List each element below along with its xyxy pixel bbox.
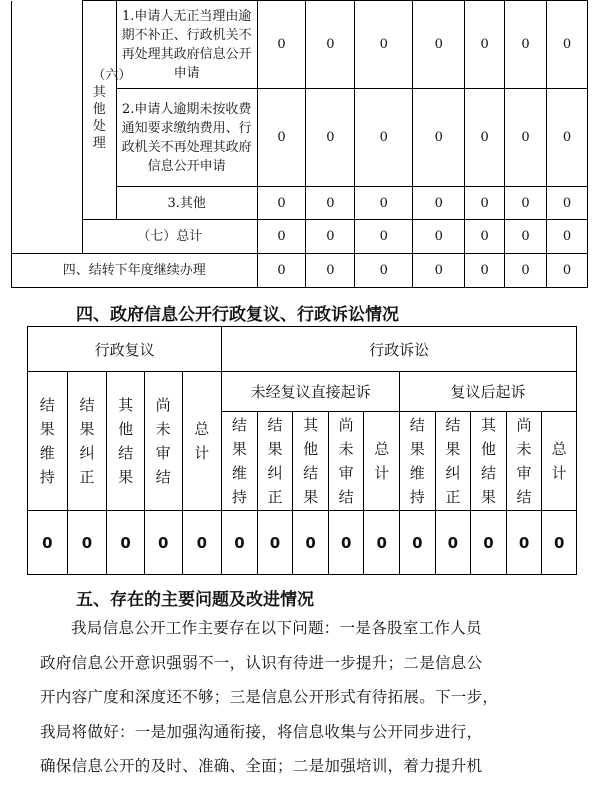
col-header: 其他结果 <box>471 412 507 511</box>
body-line: 确保信息公开的及时、准确、全面；二是加强培训，着力提升机 <box>40 757 483 775</box>
col-header: 尚未审结 <box>328 412 364 511</box>
cell-value: 0 <box>355 220 413 254</box>
cell-value: 0 <box>547 89 588 187</box>
col-header: 尚未审结 <box>506 412 542 511</box>
cell-value: 0 <box>465 1 505 89</box>
body-line: 政府信息公开意识强弱不一，认识有待进一步提升；二是信息公 <box>40 653 483 672</box>
col-header: 总计 <box>364 412 400 511</box>
col-header: 结果纠正 <box>67 372 107 511</box>
row-label: 2.申请人逾期未按收费通知要求缴纳费用、行政机关不再处理其政府信息公开申请 <box>116 89 257 187</box>
cell-value: 0 <box>547 1 588 89</box>
cell-value: 0 <box>144 511 182 575</box>
row-label: 3.其他 <box>116 187 257 220</box>
group-label: （六）其他处理 <box>92 68 132 151</box>
cell-value: 0 <box>306 1 355 89</box>
row-label: 1.申请人无正当理由逾期不补正、行政机关不再处理其政府信息公开申请 <box>116 1 257 89</box>
col-header: 其他结果 <box>293 412 329 511</box>
cell-value: 0 <box>505 1 547 89</box>
body-line: 我局将做好：一是加强沟通衔接，将信息收集与公开同步进行， <box>40 722 483 741</box>
cell-value: 0 <box>355 1 413 89</box>
review-header: 行政复议 <box>28 327 222 372</box>
cell-value: 0 <box>306 254 355 288</box>
cell-value: 0 <box>28 511 68 575</box>
col-header: 结果纠正 <box>435 412 471 511</box>
cell-value: 0 <box>355 187 413 220</box>
cell-value: 0 <box>400 511 436 575</box>
col-header: 总计 <box>182 372 222 511</box>
cell-value: 0 <box>257 254 306 288</box>
cell-value: 0 <box>306 187 355 220</box>
section-5-title: 五、存在的主要问题及改进情况 <box>76 590 314 610</box>
litigation-header: 行政诉讼 <box>222 327 577 372</box>
col-header: 尚未审结 <box>144 372 182 511</box>
cell-value: 0 <box>293 511 329 575</box>
group-label-cell <box>82 1 132 220</box>
cell-value: 0 <box>505 220 547 254</box>
cell-value: 0 <box>471 511 507 575</box>
table-row <box>28 511 577 575</box>
cell-value: 0 <box>413 254 465 288</box>
cell-value: 0 <box>257 89 306 187</box>
carry-label: 四、结转下年度继续办理 <box>12 254 258 288</box>
table-row-carry <box>12 254 588 288</box>
total-label: （七）总计 <box>82 220 257 254</box>
cell-value: 0 <box>107 511 145 575</box>
cell-value: 0 <box>505 254 547 288</box>
section-5-body <box>40 611 580 784</box>
cell-value: 0 <box>182 511 222 575</box>
cell-value: 0 <box>465 187 505 220</box>
cell-value: 0 <box>257 187 306 220</box>
cell-value: 0 <box>413 187 465 220</box>
review-litigation-table <box>27 326 577 575</box>
disclosure-processing-table <box>11 0 588 288</box>
cell-value: 0 <box>413 1 465 89</box>
cell-value: 0 <box>505 187 547 220</box>
cell-value: 0 <box>413 220 465 254</box>
cell-value: 0 <box>547 187 588 220</box>
cell-value: 0 <box>306 220 355 254</box>
cell-value: 0 <box>547 254 588 288</box>
blank-cell <box>12 1 83 254</box>
cell-value: 0 <box>355 254 413 288</box>
cell-value: 0 <box>505 89 547 187</box>
cell-value: 0 <box>67 511 107 575</box>
direct-suit-header: 未经复议直接起诉 <box>222 372 400 412</box>
cell-value: 0 <box>306 89 355 187</box>
cell-value: 0 <box>257 220 306 254</box>
after-review-header: 复议后起诉 <box>400 372 577 412</box>
cell-value: 0 <box>328 511 364 575</box>
cell-value: 0 <box>435 511 471 575</box>
col-header: 其他结果 <box>107 372 145 511</box>
cell-value: 0 <box>222 511 258 575</box>
cell-value: 0 <box>413 89 465 187</box>
cell-value: 0 <box>257 511 293 575</box>
col-header: 结果纠正 <box>257 412 293 511</box>
cell-value: 0 <box>506 511 542 575</box>
col-header: 结果维持 <box>400 412 436 511</box>
body-line: 我局信息公开工作主要存在以下问题：一是各股室工作人员 <box>71 619 482 637</box>
body-line: 开内容广度和深度还不够；三是信息公开形式有待拓展。下一步， <box>40 688 499 706</box>
cell-value: 0 <box>542 511 577 575</box>
cell-value: 0 <box>465 254 505 288</box>
table-row <box>12 1 588 89</box>
cell-value: 0 <box>355 89 413 187</box>
cell-value: 0 <box>465 220 505 254</box>
cell-value: 0 <box>465 89 505 187</box>
cell-value: 0 <box>364 511 400 575</box>
section-4-title: 四、政府信息公开行政复议、行政诉讼情况 <box>76 305 399 325</box>
table-row-total <box>12 220 588 254</box>
col-header: 总计 <box>542 412 577 511</box>
col-header: 结果维持 <box>28 372 68 511</box>
cell-value: 0 <box>547 220 588 254</box>
col-header: 结果维持 <box>222 412 258 511</box>
cell-value: 0 <box>257 1 306 89</box>
